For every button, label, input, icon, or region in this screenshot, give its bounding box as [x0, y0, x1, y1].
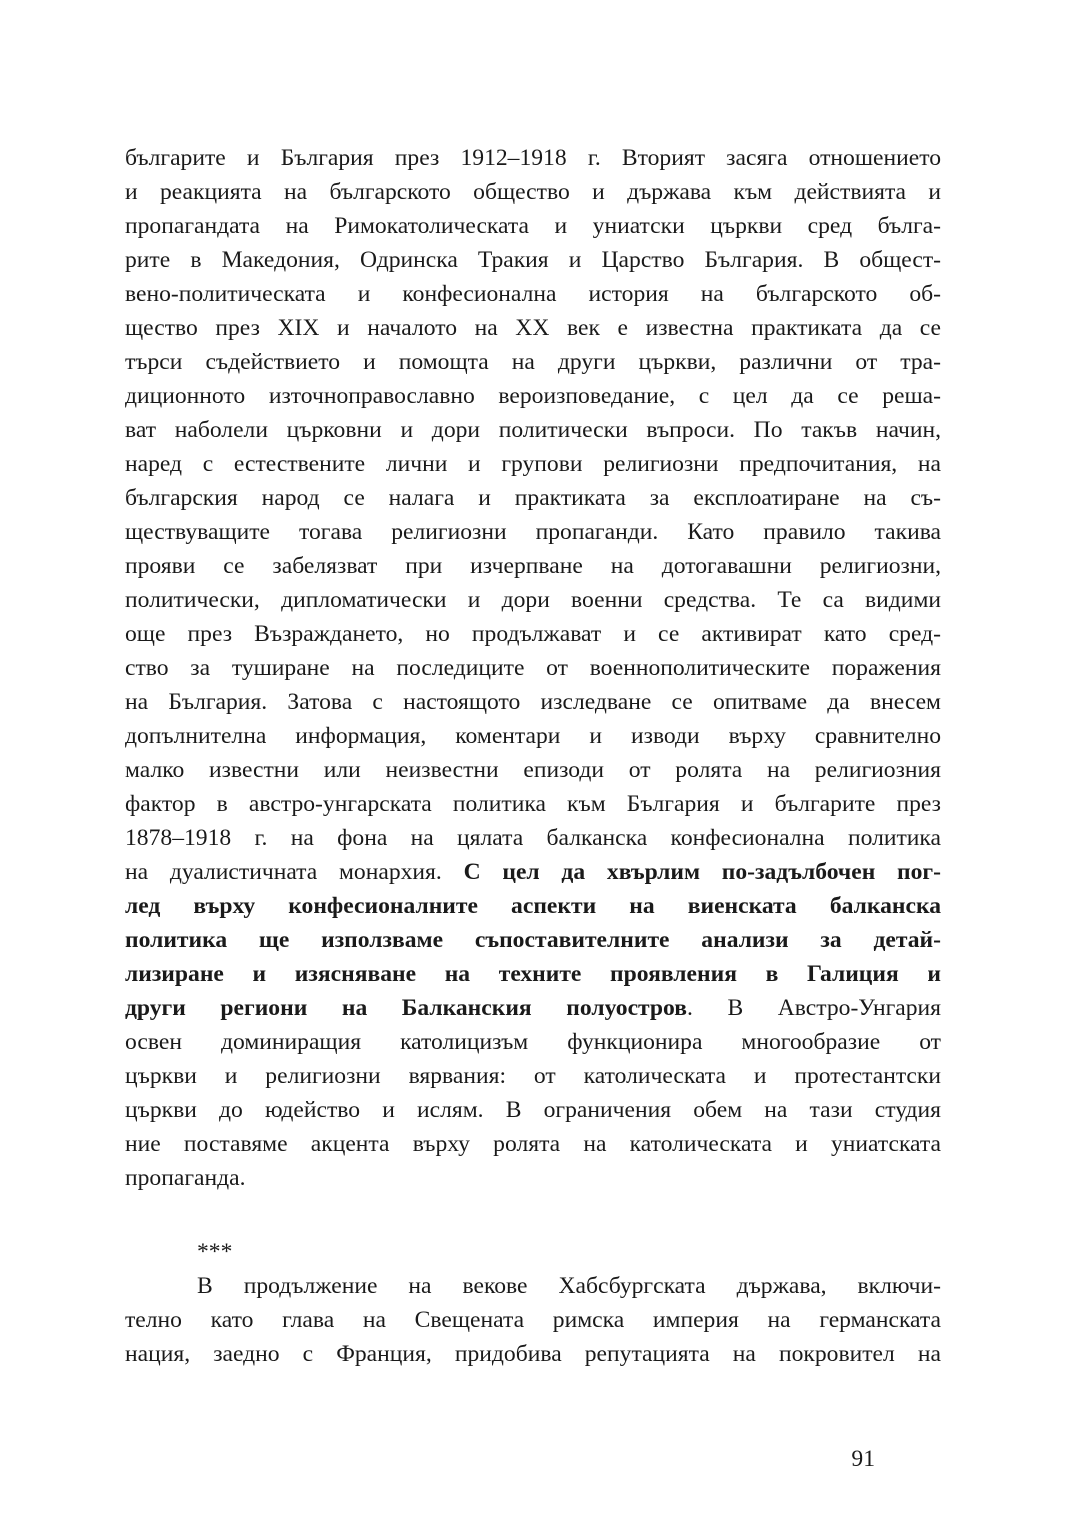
bold-text-run: политика ще използваме съпоставителните анализи за детай- — [125, 927, 941, 953]
text-line: българите и България през 1912–1918 г. Вторият засяга отношението — [125, 145, 941, 171]
text-line: ществуващите тогава религиозни пропаганди. Като правило такива — [125, 519, 941, 545]
text-line: допълнителна информация, коментари и изводи върху сравнително — [125, 723, 941, 749]
text-line: и реакцията на българското общество и държава към действията и — [125, 179, 941, 205]
text-line — [125, 957, 941, 991]
bold-text-run: С цел да хвърлим по-задълбочен пог- — [463, 859, 941, 885]
text-line: нация, заедно с Франция, придобива репутацията на покровител на — [125, 1341, 941, 1367]
text-line: на България. Затова с настоящото изследване се опитваме да внесем — [125, 689, 941, 715]
text-run: на дуалистичната монархия. — [125, 859, 464, 885]
text-line: ват наболели църковни и дори политически въпроси. По такъв начин, — [125, 417, 941, 443]
text-line: щество през XIX и началото на XX век е известна практиката да се — [125, 315, 941, 341]
text-line: наред с естествените лични и групови религиозни предпочитания, на — [125, 451, 941, 477]
text-line: В продължение на векове Хабсбургската държава, включи- — [197, 1273, 941, 1299]
page-body — [125, 141, 941, 1371]
page-number: 91 — [851, 1446, 875, 1472]
text-line: диционното източноправославно вероизповедание, с цел да се реша- — [125, 383, 941, 409]
bold-text-run: други региони на Балканския полуостров — [125, 995, 687, 1021]
text-line: търси съдействието и помощта на други църкви, различни от тра- — [125, 349, 941, 375]
text-line — [125, 889, 941, 923]
text-line: българския народ се налага и практиката за експлоатиране на съ- — [125, 485, 941, 511]
text-line: 1878–1918 г. на фона на цялата балканска конфесионална политика — [125, 825, 941, 851]
paragraph-2 — [125, 1269, 941, 1371]
text-line: ство за туширане на последиците от военнополитическите поражения — [125, 655, 941, 681]
text-line — [125, 991, 941, 1025]
bold-text-run: лизиране и изясняване на техните проявления в Галиция и — [125, 961, 941, 987]
text-line: политически, дипломатически и дори военни средства. Те са видими — [125, 587, 941, 613]
text-line: пропаганда. — [125, 1165, 246, 1191]
bold-text-run: лед върху конфесионалните аспекти на виенската балканска — [125, 893, 941, 919]
paragraph-1 — [125, 141, 941, 1195]
text-line: прояви се забелязват при изчерпване на дотогавашни религиозни, — [125, 553, 941, 579]
text-line: ние поставяме акцента върху ролята на католическата и униатската — [125, 1131, 941, 1157]
text-line — [125, 923, 941, 957]
text-line: освен доминиращия католицизъм функционира многообразие от — [125, 1029, 941, 1055]
text-line: малко известни или неизвестни епизоди от ролята на религиозния — [125, 757, 941, 783]
text-line: рите в Македония, Одринска Тракия и Царство България. В общест- — [125, 247, 941, 273]
text-line: фактор в австро-унгарската политика към България и българите през — [125, 791, 941, 817]
text-line: още през Възраждането, но продължават и се активират като сред- — [125, 621, 941, 647]
text-line — [125, 855, 941, 889]
section-separator: *** — [197, 1239, 233, 1265]
text-line: църкви до юдейство и ислям. В ограничения обем на тази студия — [125, 1097, 941, 1123]
text-line: вено-политическата и конфесионална история на българското об- — [125, 281, 941, 307]
text-line: телно като глава на Свещената римска империя на германската — [125, 1307, 941, 1333]
text-run: . В Австро-Унгария — [687, 995, 941, 1021]
text-line: пропагандата на Римокатолическата и униатски църкви сред бълга- — [125, 213, 941, 239]
text-line: църкви и религиозни вярвания: от католическата и протестантски — [125, 1063, 941, 1089]
